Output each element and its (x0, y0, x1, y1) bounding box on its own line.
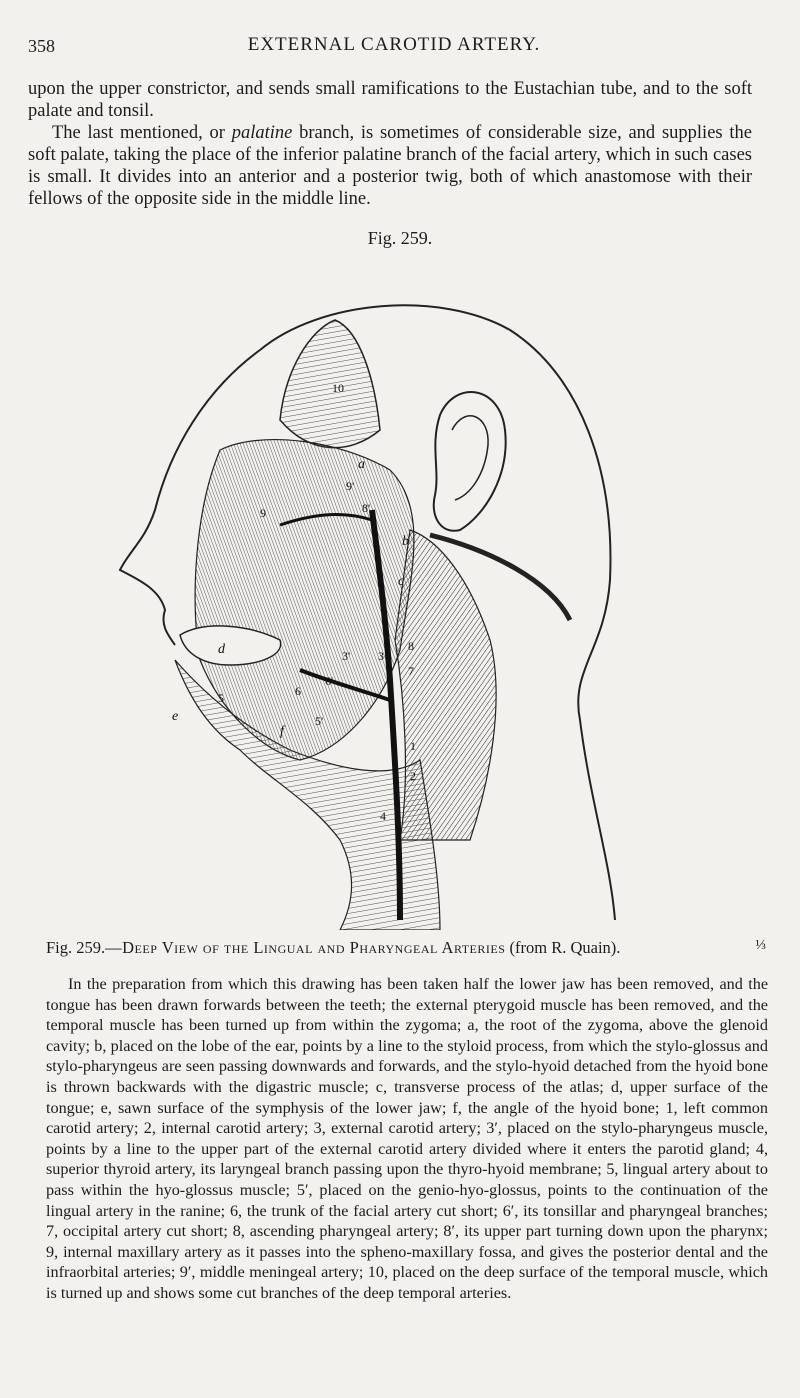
paragraph-2-suffix: branch, is sometimes of considerable size, and supplies the soft palate, taking the place of the inferior palatine branch of the facial artery, which in such cases is small. It divides into an anterior and a posterior twig, both of which anastomose with their fellows of the opposite side in the middle line. (28, 123, 752, 209)
figure-label: Fig. 259. (367, 228, 433, 248)
label-d: d (218, 642, 225, 657)
label-5: 5 (218, 691, 224, 705)
label-2: 2 (410, 769, 416, 783)
label-10: 10 (332, 381, 344, 395)
figure-caption-body (46, 974, 768, 1304)
label-6: 6 (295, 684, 301, 698)
label-a: a (358, 457, 365, 472)
figure-caption-title (46, 938, 766, 958)
label-8: 8 (408, 639, 414, 653)
label-c: c (398, 574, 405, 589)
page-number: 358 (28, 36, 55, 56)
paragraph-2-italic: palatine (231, 123, 293, 143)
page-header (28, 30, 760, 58)
paragraph-1: upon the upper constrictor, and sends small ramifications to the Eustachian tube, and to the soft palate and tonsil. (28, 79, 752, 121)
label-8-prime: 8' (362, 501, 371, 515)
label-b: b (402, 534, 409, 549)
label-9: 9 (260, 506, 266, 520)
label-3-prime: 3' (342, 649, 351, 663)
temporal-muscle (280, 320, 380, 448)
caption-scale: ⅓ (755, 938, 766, 953)
ear (434, 392, 506, 531)
caption-source: (from R. Quain). (505, 938, 621, 957)
paragraph-2 (28, 122, 752, 210)
label-3: 3 (378, 649, 384, 663)
label-9-prime: 9' (346, 479, 355, 493)
body-text (28, 78, 752, 210)
caption-title-text: —Deep View of the Lingual and Pharyngeal Arteries (105, 938, 506, 957)
label-f: f (280, 724, 284, 739)
caption-text: In the preparation from which this drawing has been taken half the lower jaw has been removed, and the tongue has been drawn forwards between the teeth; the external pterygoid muscle has been removed, and the temporal muscle has been turned up from within the zygoma; a, the root of the zygoma, above the glenoid cavity; b, placed on the lobe of the ear, points by a line to the styloid process, from which the stylo-glossus and stylo-pharyngeus are seen passing downwards and forwards, and the stylo-hyoid detached from the hyoid bone is thrown backwards with the digastric muscle; c, transverse process of the atlas; d, upper surface of the tongue; e, sawn surface of the symphysis of the lower jaw; f, the angle of the hyoid bone; 1, left common carotid artery; 2, internal carotid artery; 3, external carotid artery; 3′, placed on the stylo-pharyngeus muscle, points by a line to the upper part of the external carotid artery divided where it enters the parotid gland; 4, superior thyroid artery, its laryngeal branch passing upon the thyro-hyoid membrane; 5, lingual artery about to pass within the hyo-glossus muscle; 5′, placed on the genio-hyo-glossus, points to the continuation of the lingual artery in the ranine; 6, the trunk of the facial artery cut short; 6′, its tonsillar and pharyngeal branches; 7, occipital artery cut short; 8, ascending pharyngeal artery; 8′, its upper part turning down upon the pharynx; 9, internal maxillary artery as it passes into the spheno-maxillary fossa, and gives the posterior dental and the infraorbital arteries; 9′, middle meningeal artery; 10, placed on the deep surface of the temporal muscle, which is turned up and shows some cut branches of the deep temporal arteries. (46, 975, 768, 1302)
label-4: 4 (380, 809, 386, 823)
paragraph-2-prefix: The last mentioned, or (52, 123, 232, 143)
label-e: e (172, 709, 179, 724)
label-6-prime: 6' (325, 674, 334, 688)
label-5-prime: 5' (315, 714, 324, 728)
head-dissection-drawing (110, 280, 640, 930)
label-7: 7 (408, 664, 414, 678)
anatomical-illustration (110, 280, 640, 930)
caption-fig-number: Fig. 259. (46, 938, 106, 957)
label-1: 1 (410, 739, 416, 753)
running-head: EXTERNAL CAROTID ARTERY. (247, 34, 541, 55)
